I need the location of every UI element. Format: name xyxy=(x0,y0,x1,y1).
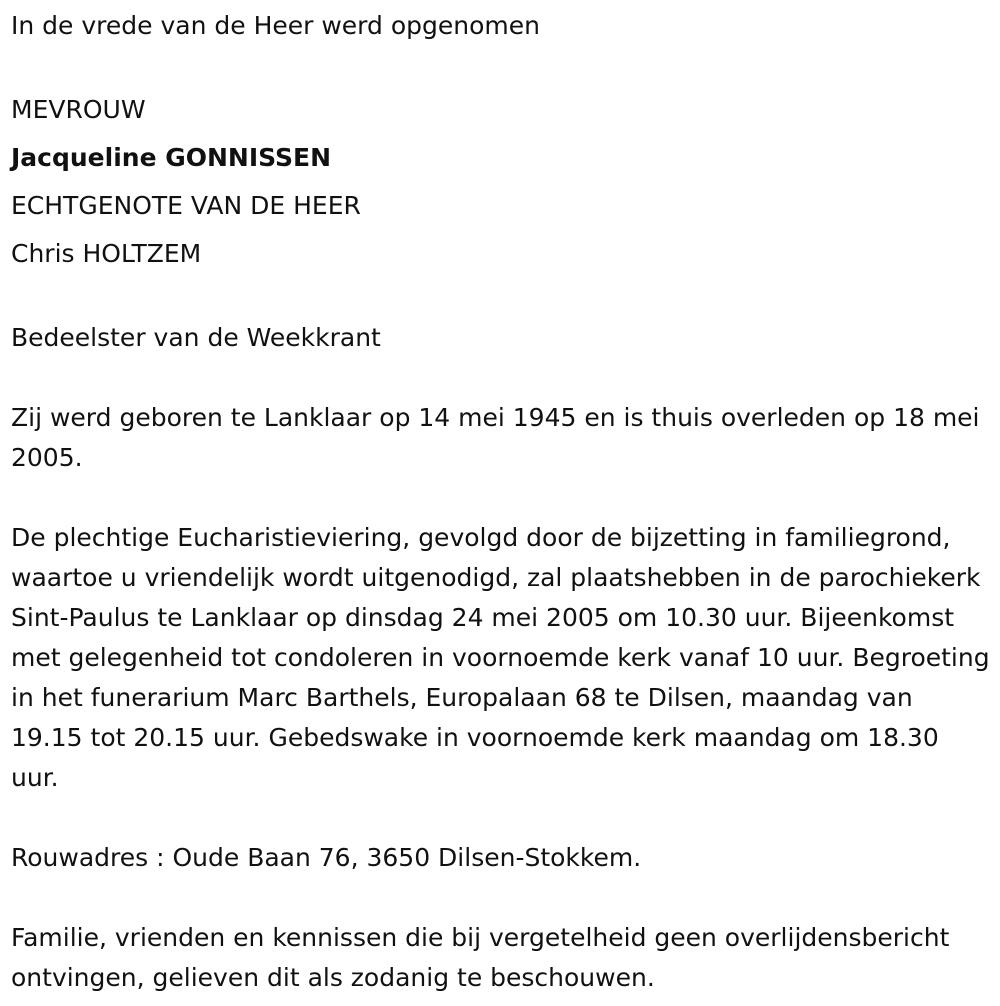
mourning-address: Rouwadres : Oude Baan 76, 3650 Dilsen-Stokkem. xyxy=(11,843,642,872)
spacer xyxy=(11,798,991,838)
spacer xyxy=(11,478,991,518)
intro-line: In de vrede van de Heer werd opgenomen xyxy=(11,11,540,40)
deceased-name: Jacqueline GONNISSEN xyxy=(11,143,332,172)
spouse-name: Chris HOLTZEM xyxy=(11,239,202,268)
obituary-notice xyxy=(11,6,991,998)
name-block xyxy=(11,86,991,278)
birth-death-paragraph: Zij werd geboren te Lanklaar op 14 mei 1945 en is thuis overleden op 18 mei 2005. xyxy=(11,403,980,472)
occupation: Bedeelster van de Weekkrant xyxy=(11,323,381,352)
title-prefix: MEVROUW xyxy=(11,95,146,124)
closing-paragraph: Familie, vrienden en kennissen die bij vergetelheid geen overlijdensbericht ontvingen, gelieven dit als zodanig te beschouwen. xyxy=(11,923,950,992)
spacer xyxy=(11,358,991,398)
spacer xyxy=(11,278,991,318)
spacer xyxy=(11,878,991,918)
spouse-label: ECHTGENOTE VAN DE HEER xyxy=(11,191,361,220)
ceremony-paragraph: De plechtige Eucharistieviering, gevolgd door de bijzetting in familiegrond, waartoe u vriendelijk wordt uitgenodigd, zal plaatshebben in de parochiekerk Sint-Paulus te Lanklaar op dinsdag 24 mei 2005 om 10.30 uur. Bijeenkomst met gelegenheid tot condoleren in voornoemde kerk vanaf 10 uur. Begroeting in het funerarium Marc Barthels, Europalaan 68 te Dilsen, maandag van 19.15 tot 20.15 uur. Gebedswake in voornoemde kerk maandag om 18.30 uur. xyxy=(11,523,990,792)
spacer xyxy=(11,46,991,86)
